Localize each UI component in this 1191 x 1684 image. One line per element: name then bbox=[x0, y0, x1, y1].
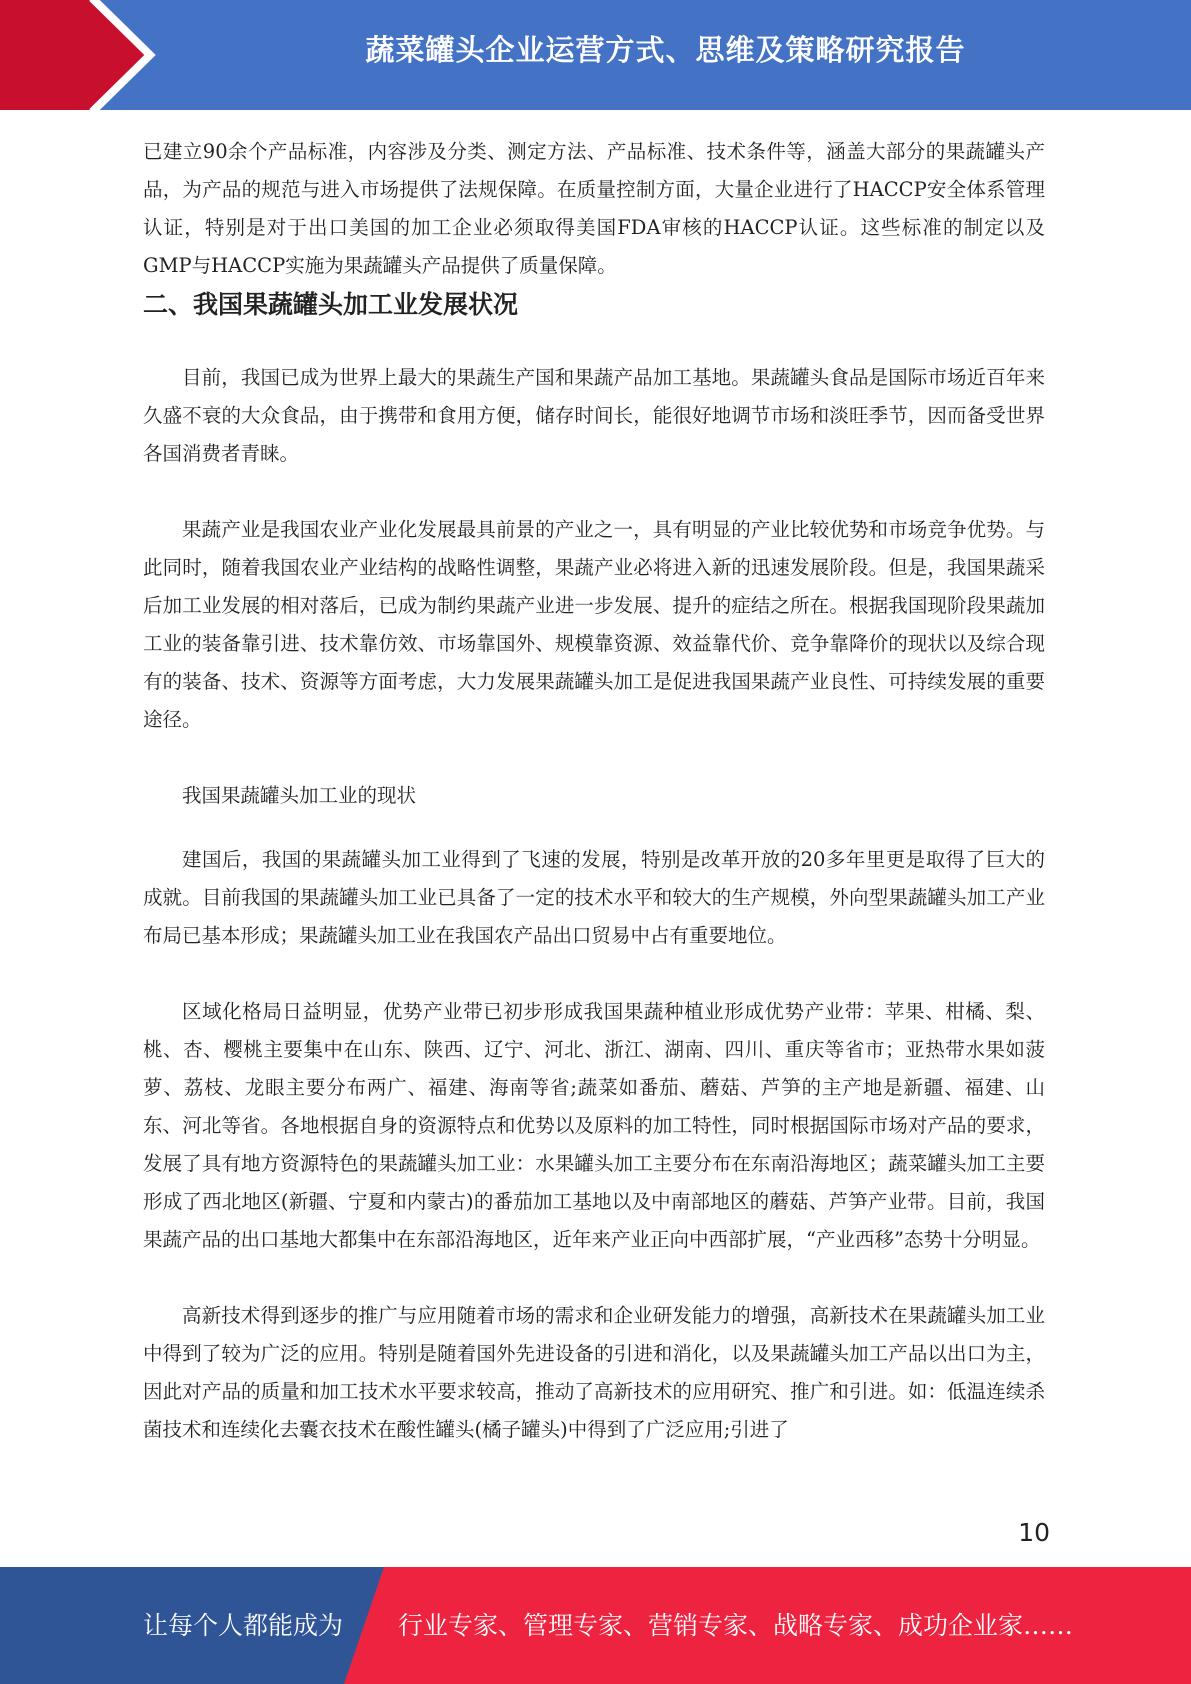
paragraph-development: 建国后，我国的果蔬罐头加工业得到了飞速的发展，特别是改革开放的20多年里更是取得了巨大的成就。目前我国的果蔬罐头加工业已具备了一定的技术水平和较大的生产规模，外向型果蔬罐头加工产业布局已基本形成；果蔬罐头加工业在我国农产品出口贸易中占有重要地位。 bbox=[143, 848, 1045, 947]
paragraph-regional: 区域化格局日益明显，优势产业带已初步形成我国果蔬种植业形成优势产业带：苹果、柑橘、梨、桃、杏、樱桃主要集中在山东、陕西、辽宁、河北、浙江、湖南、四川、重庆等省市；亚热带水果如菠萝、荔枝、龙眼主要分布两广、福建、海南等省;蔬菜如番茄、蘑菇、芦笋的主产地是新疆、福建、山东、河北等省。各地根据自身的资源特点和优势以及原料的加工特性，同时根据国际市场对产品的要求，发展了具有地方资源特色的果蔬罐头加工业：水果罐头加工主要分布在东南沿海地区；蔬菜罐头加工主要形成了西北地区(新疆、宁夏和内蒙古)的番茄加工基地以及中南部地区的蘑菇、芦笋产业带。目前，我国果蔬产品的出口基地大都集中在东部沿海地区，近年来产业正向中西部扩展，“产业西移”态势十分明显。 bbox=[143, 1000, 1045, 1251]
footer-slogan-left: 让每个人都能成为 bbox=[143, 1611, 344, 1640]
page-header bbox=[0, 0, 1191, 110]
paragraph-technology: 高新技术得到逐步的推广与应用随着市场的需求和企业研发能力的增强，高新技术在果蔬罐头加工业中得到了较为广泛的应用。特别是随着国外先进设备的引进和消化，以及果蔬罐头加工产品以出口为主，因此对产品的质量和加工技术水平要求较高，推动了高新技术的应用研究、推广和引进。如：低温连续杀菌技术和连续化去囊衣技术在酸性罐头(橘子罐头)中得到了广泛应用;引进了 bbox=[143, 1304, 1045, 1441]
page-number: 10 bbox=[1018, 1518, 1050, 1547]
paragraph-subheading: 我国果蔬罐头加工业的现状 bbox=[182, 784, 417, 807]
paragraph-industry: 果蔬产业是我国农业产业化发展最具前景的产业之一，具有明显的产业比较优势和市场竞争优势。与此同时，随着我国农业产业结构的战略性调整，果蔬产业必将进入新的迅速发展阶段。但是，我国果蔬采后加工业发展的相对落后，已成为制约果蔬产业进一步发展、提升的症结之所在。根据我国现阶段果蔬加工业的装备靠引进、技术靠仿效、市场靠国外、规模靠资源、效益靠代价、竞争靠降价的现状以及综合现有的装备、技术、资源等方面考虑，大力发展果蔬罐头加工是促进我国果蔬产业良性、可持续发展的重要途径。 bbox=[143, 518, 1045, 731]
header-title: 蔬菜罐头企业运营方式、思维及策略研究报告 bbox=[365, 33, 966, 67]
section-heading: 二、我国果蔬罐头加工业发展状况 bbox=[143, 290, 519, 319]
page-footer bbox=[0, 1567, 1191, 1684]
paragraph-overview: 目前，我国已成为世界上最大的果蔬生产国和果蔬产品加工基地。果蔬罐头食品是国际市场近百年来久盛不衰的大众食品，由于携带和食用方便，储存时间长，能很好地调节市场和淡旺季节，因而备受世界各国消费者青睐。 bbox=[143, 366, 1045, 465]
document-body bbox=[143, 133, 1045, 1449]
header-arrow-decoration bbox=[0, 0, 220, 110]
footer-slogan-right: 行业专家、管理专家、营销专家、战略专家、成功企业家…… bbox=[398, 1611, 1074, 1640]
paragraph-standards: 已建立90余个产品标准，内容涉及分类、测定方法、产品标准、技术条件等，涵盖大部分的果蔬罐头产品，为产品的规范与进入市场提供了法规保障。在质量控制方面，大量企业进行了HACCP安全体系管理认证，特别是对于出口美国的加工企业必须取得美国FDA审核的HACCP认证。这些标准的制定以及GMP与HACCP实施为果蔬罐头产品提供了质量保障。 bbox=[143, 140, 1045, 277]
